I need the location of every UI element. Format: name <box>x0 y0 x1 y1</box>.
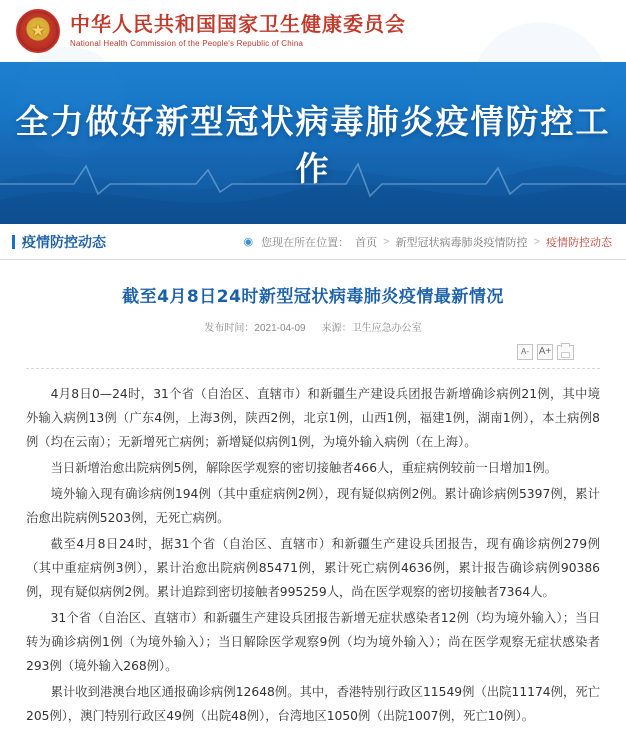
breadcrumb <box>244 234 612 250</box>
article-divider <box>26 368 600 369</box>
font-decrease-button[interactable]: A- <box>517 344 533 360</box>
font-increase-button[interactable]: A+ <box>537 344 553 360</box>
breadcrumb-separator: > <box>383 235 390 248</box>
hero-banner <box>0 62 626 224</box>
org-name-cn: 中华人民共和国国家卫生健康委员会 <box>70 14 406 36</box>
article-meta <box>26 319 600 334</box>
article-paragraph: 当日新增治愈出院病例5例，解除医学观察的密切接触者466人，重症病例较前一日增加1例。 <box>50 460 557 475</box>
breadcrumb-item-epidemic[interactable]: 新型冠状病毒肺炎疫情防控 <box>395 236 528 249</box>
breadcrumb-label: 您现在所在位置： <box>261 236 350 249</box>
article <box>0 282 626 729</box>
article-paragraph: 累计收到港澳台地区通报确诊病例12648例。其中，香港特别行政区11549例（出院11174例，死亡205例），澳门特别行政区49例（出院48例），台湾地区1050例（出院1007例，死亡10例）。 <box>26 684 600 723</box>
site-logo-text <box>70 14 406 48</box>
article-paragraph: 境外输入现有确诊病例194例（其中重症病例2例），现有疑似病例2例。累计确诊病例5397例，累计治愈出院病例5203例，无死亡病例。 <box>26 486 600 525</box>
breadcrumb-separator: > <box>533 235 540 248</box>
article-paragraph: 31个省（自治区、直辖市）和新疆生产建设兵团报告新增无症状感染者12例（均为境外输入）；当日转为确诊病例1例（为境外输入）；当日解除医学观察9例（均为境外输入）；尚在医学观察无症状感染者293例（境外输入268例）。 <box>26 610 600 673</box>
breadcrumb-item-home[interactable]: 首页 <box>355 236 378 249</box>
printer-icon[interactable] <box>557 345 574 360</box>
org-name-en: National Health Commission of the People's Republic of China <box>70 39 304 48</box>
article-body <box>26 383 600 729</box>
banner-slogan: 全力做好新型冠状病毒肺炎疫情防控工作 <box>15 102 611 188</box>
channel-bar <box>0 224 626 260</box>
article-source: 来源：卫生应急办公室 <box>321 323 422 334</box>
channel-title: 疫情防控动态 <box>12 235 106 249</box>
article-paragraph: 截至4月8日24时，据31个省（自治区、直辖市）和新疆生产建设兵团报告，现有确诊病例279例（其中重症病例3例），累计治愈出院病例85471例，累计死亡病例4636例，累计报告确诊病例90386例，现有疑似病例2例。累计追踪到密切接触者995259人，尚在医学观察的密切接触者7364人。 <box>26 536 600 599</box>
publish-time: 发布时间：2021-04-09 <box>204 323 306 334</box>
article-title: 截至4月8日24时新型冠状病毒肺炎疫情最新情况 <box>122 287 504 307</box>
article-toolbar-row <box>26 344 600 362</box>
article-paragraph: 4月8日0—24时，31个省（自治区、直辖市）和新疆生产建设兵团报告新增确诊病例21例，其中境外输入病例13例（广东4例，上海3例，陕西2例，北京1例，山西1例，福建1例，湖南1例），本土病例8例（均在云南）；无新增死亡病例；新增疑似病例1例，为境外输入病例（在上海）。 <box>26 387 600 449</box>
breadcrumb-item-current: 疫情防控动态 <box>546 236 612 249</box>
location-pin-icon: ◉ <box>243 236 254 248</box>
national-emblem-icon <box>16 9 60 53</box>
article-toolbar <box>517 344 574 360</box>
